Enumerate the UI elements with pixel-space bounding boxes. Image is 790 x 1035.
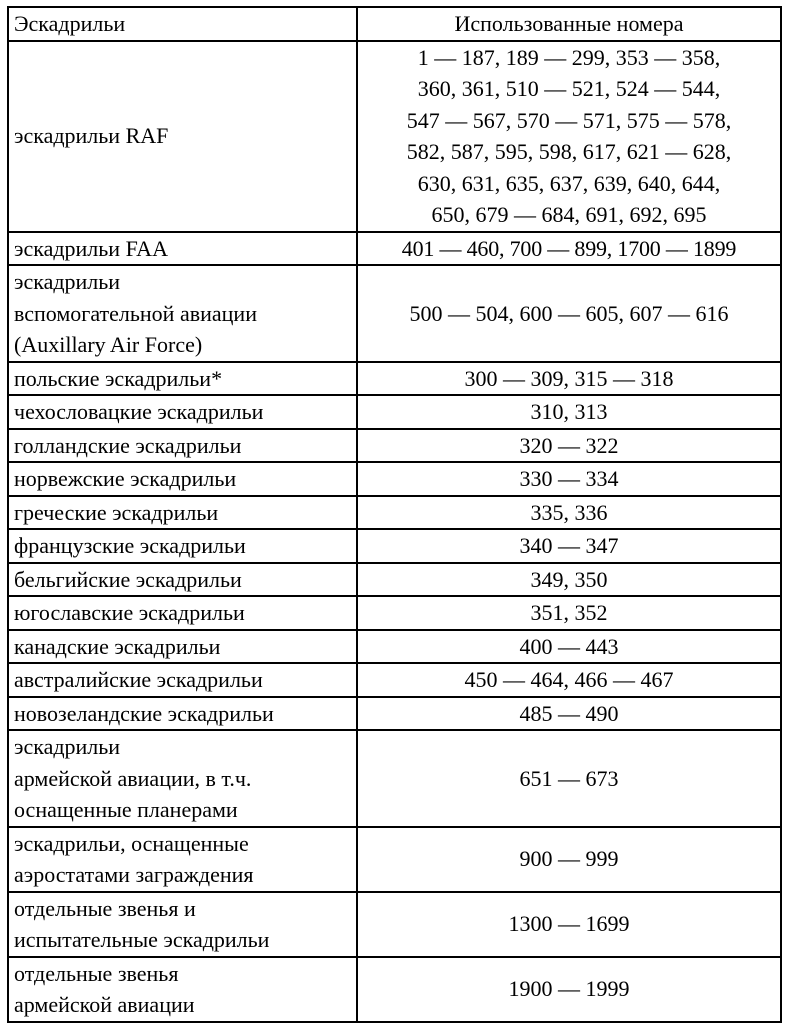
row-numbers-australian: 450 — 464, 466 — 467 [357,663,781,697]
row-name-army-cooperation: эскадрильи армейской авиации, в т.ч. оснащенные планерами [8,730,357,827]
row-numbers-auxiliary: 500 — 504, 600 — 605, 607 — 616 [357,265,781,362]
table-row [8,663,781,697]
row-numbers-czechoslovak: 310, 313 [357,395,781,429]
table-row [8,730,781,827]
row-numbers-greek: 335, 336 [357,496,781,530]
row-name-polish: польские эскадрильи* [8,362,357,396]
row-numbers-norwegian: 330 — 334 [357,462,781,496]
row-name-new-zealand: новозеландские эскадрильи [8,697,357,731]
row-name-australian: австралийские эскадрильи [8,663,357,697]
row-name-auxiliary: эскадрильи вспомогательной авиации (Auxillary Air Force) [8,265,357,362]
row-name-greek: греческие эскадрильи [8,496,357,530]
row-name-norwegian: норвежские эскадрильи [8,462,357,496]
row-numbers-balloon: 900 — 999 [357,827,781,892]
row-numbers-dutch: 320 — 322 [357,429,781,463]
table-row [8,395,781,429]
column-header-numbers: Использованные номера [357,7,781,41]
row-numbers-french: 340 — 347 [357,529,781,563]
table-row [8,892,781,957]
table-row [8,563,781,597]
table-header-row [8,7,781,41]
table-row [8,265,781,362]
table-row [8,630,781,664]
column-header-squadrons: Эскадрильи [8,7,357,41]
row-numbers-faa: 401 — 460, 700 — 899, 1700 — 1899 [357,232,781,266]
table-row [8,232,781,266]
row-name-balloon: эскадрильи, оснащенные аэростатами заграждения [8,827,357,892]
table-row [8,529,781,563]
row-name-canadian: канадские эскадрильи [8,630,357,664]
table-row [8,429,781,463]
row-name-yugoslav: югославские эскадрильи [8,596,357,630]
table-row [8,362,781,396]
row-numbers-canadian: 400 — 443 [357,630,781,664]
row-name-czechoslovak: чехословацкие эскадрильи [8,395,357,429]
row-name-raf: эскадрильи RAF [8,41,357,232]
row-name-belgian: бельгийские эскадрильи [8,563,357,597]
row-numbers-flights-test: 1300 — 1699 [357,892,781,957]
row-numbers-new-zealand: 485 — 490 [357,697,781,731]
table-row [8,827,781,892]
table-row [8,496,781,530]
row-numbers-polish: 300 — 309, 315 — 318 [357,362,781,396]
table-row [8,41,781,232]
table-row [8,462,781,496]
row-name-flights-test: отдельные звенья и испытательные эскадрильи [8,892,357,957]
row-numbers-yugoslav: 351, 352 [357,596,781,630]
table-row [8,596,781,630]
row-name-french: французские эскадрильи [8,529,357,563]
row-name-faa: эскадрильи FAA [8,232,357,266]
row-numbers-army-flights: 1900 — 1999 [357,957,781,1022]
table-row [8,957,781,1022]
row-numbers-belgian: 349, 350 [357,563,781,597]
row-name-dutch: голландские эскадрильи [8,429,357,463]
squadron-numbers-table [7,6,782,1023]
row-numbers-raf: 1 — 187, 189 — 299, 353 — 358, 360, 361, 510 — 521, 524 — 544, 547 — 567, 570 — 571, 575 — 578, 582, 587, 595, 598, 617, 621 — 628, 630, 631, 635, 637, 639, 640, 644, 650, 679 — 684, 691, 692, 695 [357,41,781,232]
table-row [8,697,781,731]
row-name-army-flights: отдельные звенья армейской авиации [8,957,357,1022]
row-numbers-army-cooperation: 651 — 673 [357,730,781,827]
